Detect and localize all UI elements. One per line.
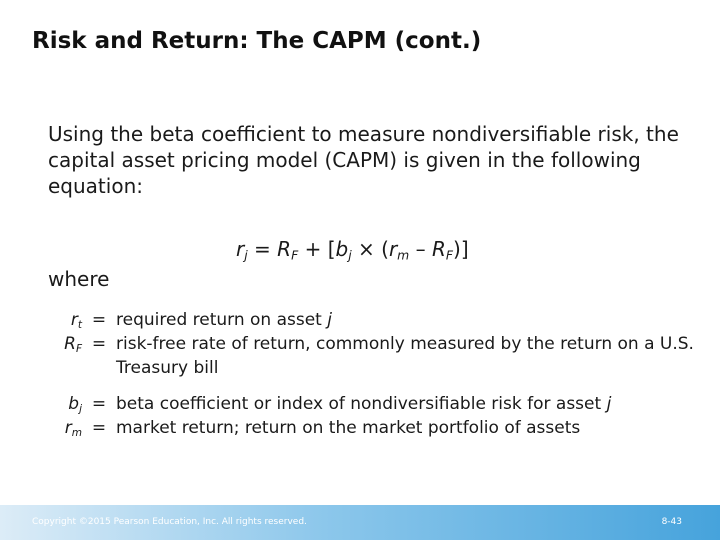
copyright-text: Copyright ©2015 Pearson Education, Inc. All rights reserved. xyxy=(32,517,307,527)
eq-plus: + [ xyxy=(298,237,336,261)
definition-equals: = xyxy=(91,394,107,414)
eq-r: r xyxy=(236,237,245,261)
eq-b: b xyxy=(335,237,349,261)
where-label: where xyxy=(48,267,110,291)
eq-rm: r xyxy=(388,237,398,261)
definition-text: risk-free rate of return, commonly measured by the return on a U.S. Treasury bill xyxy=(116,334,694,378)
eq-rf2-sub: F xyxy=(445,247,454,263)
definition-symbol: $b_j$ xyxy=(68,394,82,416)
eq-rf-sub: F xyxy=(291,247,299,263)
eq-b-sub: j xyxy=(348,247,352,263)
definition-equals: = xyxy=(91,334,107,354)
definition-item xyxy=(20,416,710,440)
definition-symbol: $r_m$ xyxy=(64,418,82,440)
definitions-list xyxy=(20,308,710,440)
eq-r-sub: j xyxy=(244,247,248,263)
definition-text: market return; return on the market portfolio of assets xyxy=(116,418,581,438)
eq-rf: R xyxy=(277,237,292,261)
definition-text: beta coefficient or index of nondiversifiable risk for asset j xyxy=(116,394,612,414)
definition-item xyxy=(20,308,710,332)
eq-close: )] xyxy=(453,237,469,261)
footer-bar xyxy=(0,505,720,540)
definition-symbol: $R_F$ xyxy=(64,334,82,356)
eq-rf2: R xyxy=(431,237,446,261)
eq-equals: = xyxy=(247,237,278,261)
definition-item xyxy=(20,332,710,380)
eq-rm-sub: m xyxy=(397,247,410,263)
eq-minus: – xyxy=(409,237,432,261)
definition-equals: = xyxy=(91,418,107,438)
definition-item xyxy=(20,392,710,416)
capm-equation xyxy=(236,236,469,262)
eq-times: × ( xyxy=(351,237,389,261)
definition-symbol: $r_t$ xyxy=(70,310,82,332)
page-number: 8-43 xyxy=(661,517,682,527)
intro-paragraph: Using the beta coefficient to measure nondiversifiable risk, the capital asset pricing model (CAPM) is given in the following equation: xyxy=(48,122,679,198)
slide-title: Risk and Return: The CAPM (cont.) xyxy=(32,28,482,54)
definition-equals: = xyxy=(91,310,107,330)
definition-text: required return on asset j xyxy=(116,310,332,330)
